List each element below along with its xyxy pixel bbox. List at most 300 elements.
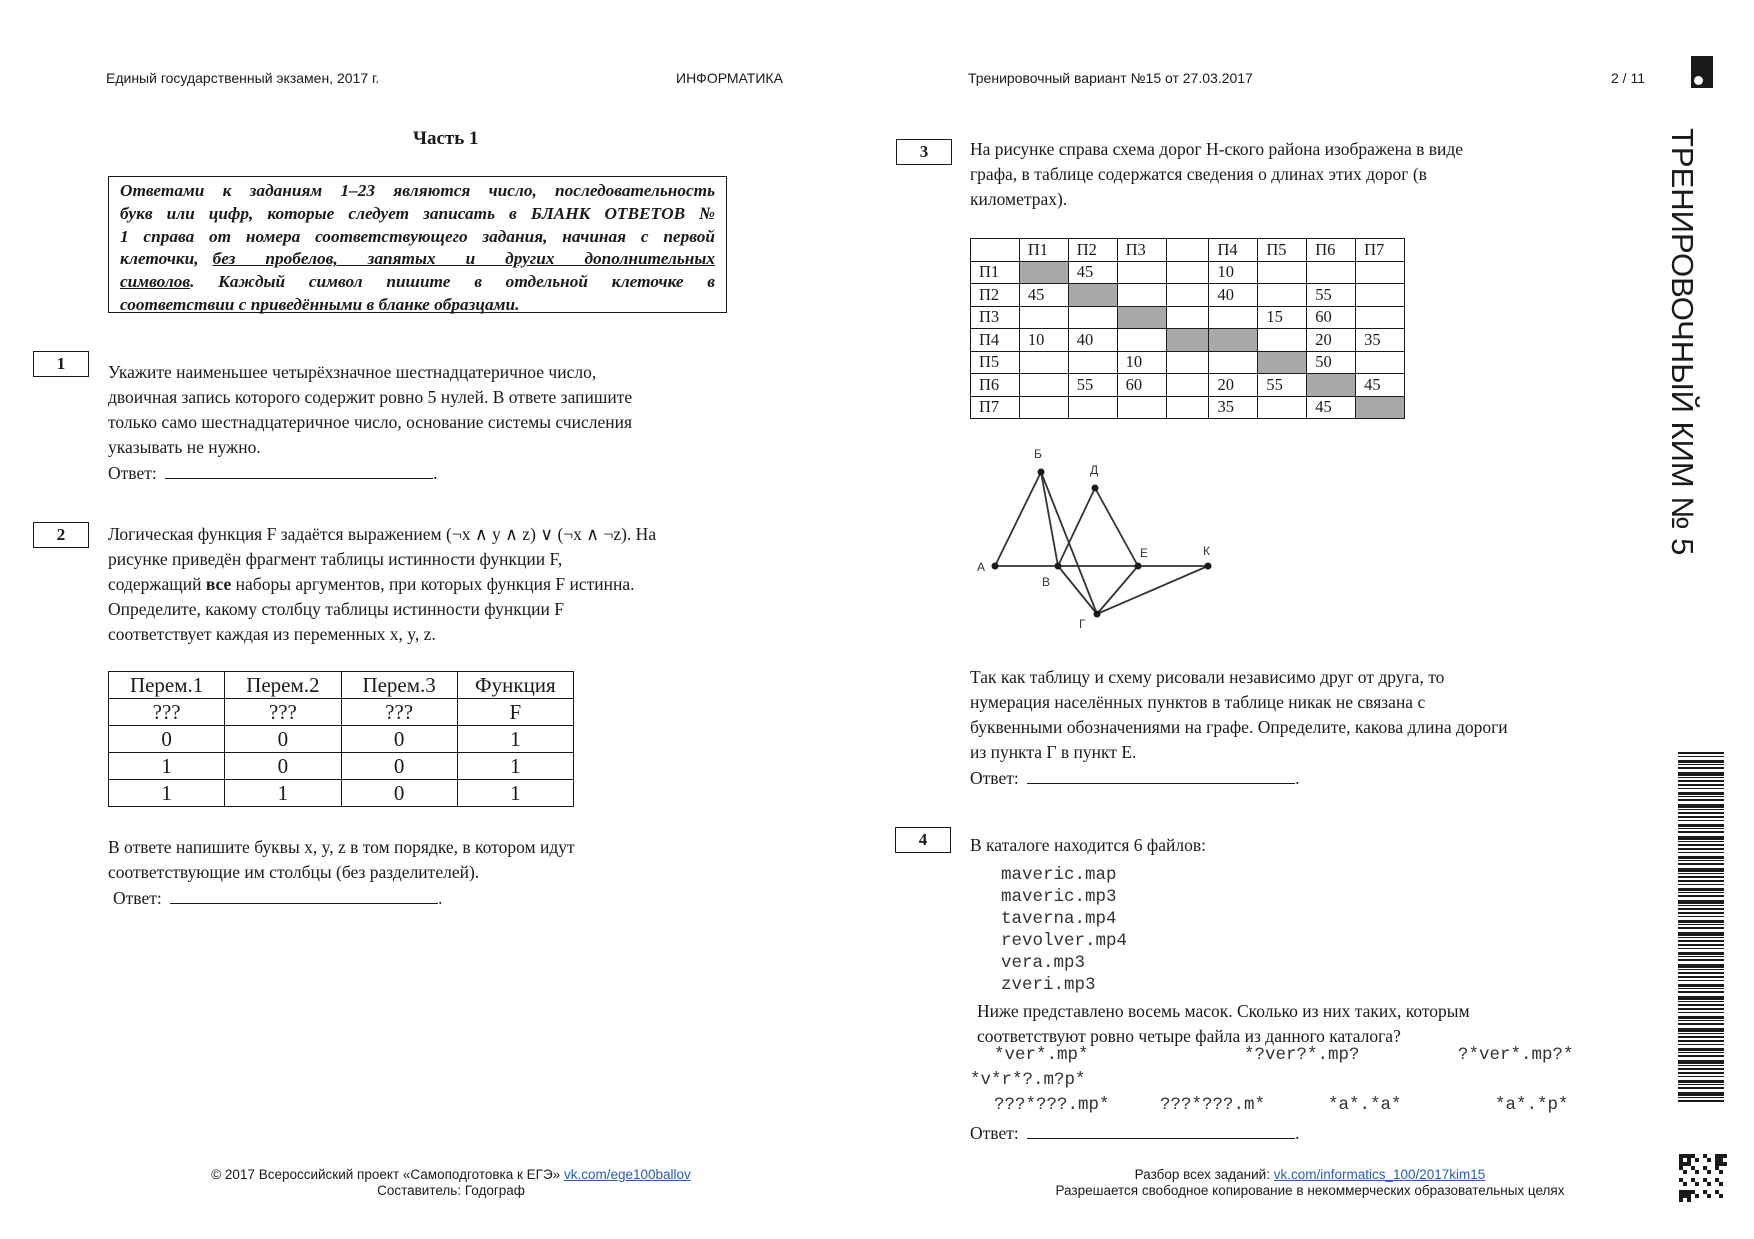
truth-table-row: [109, 672, 574, 699]
barcode-bar: [1678, 1052, 1724, 1053]
distance-table-cell: [1258, 396, 1307, 419]
footer-left: [186, 1167, 716, 1199]
graph-label: А: [977, 560, 986, 574]
instructions-underlined: без пробелов, запятых и других дополнительных: [212, 249, 715, 269]
distance-table-cell: П1: [1019, 239, 1068, 262]
file-item: taverna.mp4: [1001, 909, 1117, 929]
task2-answer-input[interactable]: [170, 885, 438, 904]
barcode-bar: [1678, 940, 1724, 942]
barcode-bar: [1678, 956, 1724, 957]
header-exam: Единый государственный экзамен, 2017 г.: [106, 70, 380, 86]
distance-table-cell: 60: [1307, 306, 1356, 329]
barcode-bar: [1678, 780, 1724, 782]
qr-module: [1723, 1162, 1727, 1166]
barcode: [1678, 752, 1724, 1102]
qr-module: [1707, 1194, 1711, 1198]
instructions-text: . Каждый символ пишите в отдельной клеточке в: [190, 272, 715, 292]
graph-node: [1135, 563, 1142, 570]
barcode-bar: [1678, 888, 1724, 891]
barcode-bar: [1678, 1072, 1724, 1074]
barcode-bar: [1678, 799, 1724, 801]
instructions-line: букв или цифр, которые следует записать в БЛАНК ОТВЕТОВ №: [120, 203, 715, 223]
distance-table-cell: [1068, 306, 1117, 329]
task3-answer-row: Ответ: .: [970, 765, 1610, 791]
graph-label: К: [1203, 544, 1210, 558]
barcode-bar: [1678, 1087, 1724, 1089]
distance-table-cell: [1166, 374, 1209, 397]
truth-table-cell: 1: [457, 726, 573, 753]
distance-table-cell: [1019, 351, 1068, 374]
barcode-bar: [1678, 809, 1724, 810]
barcode-bar: [1678, 792, 1724, 795]
distance-table-cell: [1166, 351, 1209, 374]
task3-line: нумерация населённых пунктов в таблице никак не связана с: [970, 692, 1426, 712]
barcode-bar: [1678, 959, 1724, 961]
qr-module: [1687, 1198, 1691, 1202]
task1-line: Укажите наименьшее четырёхзначное шестнадцатеричное число,: [108, 362, 597, 382]
truth-table: [108, 671, 574, 807]
distance-table-cell: [1209, 351, 1258, 374]
qr-module: [1719, 1170, 1723, 1174]
mask-item: *v*r*?.m?p*: [970, 1070, 1086, 1090]
barcode-bar: [1678, 1004, 1724, 1006]
barcode-bar: [1678, 1001, 1724, 1002]
barcode-bar: [1678, 844, 1724, 846]
truth-table-cell: ???: [225, 699, 341, 726]
distance-table-cell: [1356, 306, 1405, 329]
footer-right-line: Разрешается свободное копирование в некоммерческих образовательных целях: [1055, 1183, 1565, 1198]
distance-table-cell: [1019, 374, 1068, 397]
distance-table-cell: П3: [1117, 239, 1166, 262]
barcode-bar: [1678, 988, 1724, 989]
answer-label: Ответ:: [970, 768, 1019, 788]
barcode-bar: [1678, 984, 1724, 987]
distance-table-cell: 20: [1307, 329, 1356, 352]
distance-table-cell: [1307, 374, 1356, 397]
barcode-bar: [1678, 937, 1724, 938]
barcode-bar: [1678, 836, 1724, 840]
truth-table-cell: 0: [341, 780, 457, 807]
distance-table-cell: 35: [1209, 396, 1258, 419]
barcode-bar: [1678, 1033, 1724, 1034]
barcode-bar: [1678, 895, 1724, 897]
barcode-bar: [1678, 863, 1724, 865]
distance-table-row: [971, 351, 1405, 374]
barcode-bar: [1678, 908, 1724, 910]
mask-item: *?ver?*.mp?: [1244, 1045, 1360, 1065]
task1-line: только само шестнадцатеричное число, основание системы счисления: [108, 412, 633, 432]
footer-link[interactable]: vk.com/informatics_100/2017kim15: [1273, 1167, 1486, 1182]
distance-table-cell: 40: [1209, 284, 1258, 307]
task2-answer-row: Ответ: .: [108, 885, 748, 911]
distance-table-cell: П4: [971, 329, 1020, 352]
distance-table-cell: 45: [1356, 374, 1405, 397]
task4-line: соответствуют ровно четыре файла из данного каталога?: [977, 1026, 1401, 1046]
barcode-bar: [1678, 927, 1724, 929]
road-graph: [970, 440, 1220, 630]
barcode-bar: [1678, 760, 1724, 763]
graph-edge: [1097, 566, 1138, 614]
answer-label: Ответ:: [970, 1123, 1019, 1143]
distance-table-cell: П6: [1307, 239, 1356, 262]
answer-label: Ответ:: [113, 888, 162, 908]
distance-table-cell: 60: [1117, 374, 1166, 397]
task3-line: из пункта Г в пункт Е.: [970, 742, 1137, 762]
barcode-bar: [1678, 969, 1724, 970]
distance-table-row: [971, 239, 1405, 262]
qr-module: [1695, 1158, 1699, 1162]
barcode-bar: [1678, 880, 1724, 882]
qr-module: [1707, 1182, 1711, 1186]
task4-question: [977, 999, 1617, 1049]
header-variant: Тренировочный вариант №15 от 27.03.2017: [968, 70, 1253, 86]
task2-line: В ответе напишите буквы x, y, z в том порядке, в котором идут: [108, 837, 575, 857]
distance-table-cell: [1166, 261, 1209, 284]
distance-table-cell: П7: [971, 396, 1020, 419]
task1-line: двоичная запись которого содержит ровно 5 нулей. В ответе запишите: [108, 387, 633, 407]
truth-table-cell: 0: [109, 726, 225, 753]
barcode-bar: [1678, 767, 1724, 769]
task2-after-text: [108, 835, 748, 911]
distance-table-cell: 15: [1258, 306, 1307, 329]
distance-table-cell: [1117, 329, 1166, 352]
distance-table-cell: П1: [971, 261, 1020, 284]
distance-table-cell: П7: [1356, 239, 1405, 262]
distance-table-row: [971, 284, 1405, 307]
instructions-line: [120, 271, 715, 294]
barcode-bar: [1678, 976, 1724, 978]
graph-edge: [995, 472, 1041, 566]
barcode-bar: [1678, 1060, 1724, 1064]
footer-left-line: [186, 1167, 716, 1183]
barcode-bar: [1678, 1065, 1724, 1066]
distance-table-cell: 20: [1209, 374, 1258, 397]
barcode-bar: [1678, 1048, 1724, 1051]
distance-table-cell: 10: [1019, 329, 1068, 352]
truth-table-row: [109, 780, 574, 807]
barcode-bar: [1678, 788, 1724, 789]
barcode-bar: [1678, 816, 1724, 818]
barcode-bar: [1678, 1076, 1724, 1077]
instructions-box: [108, 176, 727, 313]
truth-table-cell: F: [457, 699, 573, 726]
distance-table-cell: [1117, 306, 1166, 329]
corner-mark: [1691, 56, 1713, 88]
qr-module: [1723, 1154, 1727, 1158]
task3-line: километрах).: [970, 189, 1068, 209]
task3-line: графа, в таблице содержатся сведения о длинах этих дорог (в: [970, 164, 1427, 184]
file-list: [1001, 865, 1127, 997]
barcode-bar: [1678, 932, 1724, 936]
distance-table-cell: [1258, 329, 1307, 352]
footer-right-line: [1020, 1167, 1600, 1183]
barcode-bar: [1678, 873, 1724, 874]
distance-table-cell: 35: [1356, 329, 1405, 352]
distance-table-cell: [1068, 351, 1117, 374]
task2-line: [108, 572, 748, 597]
barcode-bar: [1678, 1097, 1724, 1098]
qr-module: [1707, 1158, 1711, 1162]
barcode-bar: [1678, 756, 1724, 757]
distance-table-cell: [1117, 396, 1166, 419]
barcode-bar: [1678, 912, 1724, 914]
graph-label: В: [1042, 575, 1051, 589]
distance-table-cell: 45: [1307, 396, 1356, 419]
distance-table-cell: [1019, 306, 1068, 329]
qr-code: [1679, 1154, 1727, 1202]
task3-line: На рисунке справа схема дорог Н-ского района изображена в виде: [970, 139, 1464, 159]
barcode-bar: [1678, 884, 1724, 885]
distance-table-row: [971, 306, 1405, 329]
distance-table-cell: 50: [1307, 351, 1356, 374]
distance-table-cell: [1166, 284, 1209, 307]
task3-number: 3: [896, 139, 952, 165]
mask-item: ?*ver*.mp?*: [1458, 1045, 1574, 1065]
file-item: vera.mp3: [1001, 953, 1086, 973]
barcode-bar: [1678, 812, 1724, 814]
task2-line: рисунке приведён фрагмент таблицы истинности функции F,: [108, 549, 563, 569]
task2-text-part: содержащий: [108, 574, 206, 594]
distance-table-cell: [1166, 329, 1209, 352]
task2-bold-word: все: [205, 574, 232, 594]
instructions-text: клеточки,: [120, 249, 199, 269]
task4-number: 4: [895, 827, 951, 853]
qr-module: [1695, 1194, 1699, 1198]
distance-table-cell: [1356, 351, 1405, 374]
graph-node: [1205, 563, 1212, 570]
distance-table-cell: [1258, 351, 1307, 374]
distance-table-cell: [1068, 284, 1117, 307]
qr-module: [1695, 1182, 1699, 1186]
answer-label: Ответ:: [108, 463, 157, 483]
task4-line: Ниже представлено восемь масок. Сколько из них таких, которым: [977, 1001, 1470, 1021]
barcode-bar: [1678, 1023, 1724, 1025]
instructions-line: Ответами к заданиям 1–23 являются число, последовательность: [120, 181, 715, 200]
distance-table-cell: [1356, 261, 1405, 284]
distance-table-cell: 10: [1117, 351, 1166, 374]
distance-table-cell: [1068, 396, 1117, 419]
distance-table-cell: П6: [971, 374, 1020, 397]
qr-module: [1707, 1170, 1711, 1174]
barcode-bar: [1678, 972, 1724, 974]
barcode-bar: [1678, 876, 1724, 878]
distance-table-cell: 55: [1068, 374, 1117, 397]
distance-table-cell: П5: [1258, 239, 1307, 262]
distance-table-cell: П3: [971, 306, 1020, 329]
task4-answer-input[interactable]: [1027, 1120, 1295, 1139]
distance-table-row: [971, 374, 1405, 397]
distance-table-cell: П4: [1209, 239, 1258, 262]
graph-node: [1038, 469, 1045, 476]
task2-number: 2: [33, 522, 89, 548]
qr-module: [1679, 1198, 1683, 1202]
graph-node: [1092, 485, 1099, 492]
qr-module: [1719, 1182, 1723, 1186]
side-title: ТРЕНИРОВОЧНЫЙ КИМ № 5: [1665, 128, 1700, 556]
distance-table-row: [971, 329, 1405, 352]
barcode-bar: [1678, 892, 1724, 893]
barcode-bar: [1678, 860, 1724, 861]
barcode-bar: [1678, 944, 1724, 946]
barcode-bar: [1678, 1036, 1724, 1038]
qr-module: [1695, 1170, 1699, 1174]
distance-table-cell: 10: [1209, 261, 1258, 284]
footer-right: [1020, 1167, 1600, 1199]
file-item: revolver.mp4: [1001, 931, 1128, 951]
truth-table-cell: 0: [341, 726, 457, 753]
barcode-bar: [1678, 1016, 1724, 1019]
header-page: 2 / 11: [1611, 70, 1645, 86]
distance-table-cell: [1117, 261, 1166, 284]
barcode-bar: [1678, 752, 1724, 754]
barcode-bar: [1678, 948, 1724, 949]
graph-label: Б: [1034, 447, 1042, 461]
barcode-bar: [1678, 784, 1724, 786]
task1-answer-row: Ответ: .: [108, 460, 728, 486]
file-item: maveric.map: [1001, 865, 1117, 885]
task3-text: [970, 137, 1610, 212]
mask-item: *a*.*p*: [1495, 1095, 1569, 1115]
graph-node: [1094, 611, 1101, 618]
barcode-bar: [1678, 1044, 1724, 1045]
file-item: maveric.mp3: [1001, 887, 1117, 907]
truth-table-cell: ???: [109, 699, 225, 726]
barcode-bar: [1678, 831, 1724, 833]
barcode-bar: [1678, 824, 1724, 827]
qr-module: [1683, 1182, 1687, 1186]
truth-table-cell: Перем.3: [341, 672, 457, 699]
footer-text: © 2017 Всероссийский проект «Самоподготовка к ЕГЭ»: [211, 1167, 564, 1182]
barcode-bar: [1678, 1028, 1724, 1032]
graph-label: Д: [1090, 463, 1099, 477]
barcode-bar: [1678, 1100, 1724, 1102]
file-item: zveri.mp3: [1001, 975, 1096, 995]
barcode-bar: [1678, 777, 1724, 778]
distance-table-cell: П2: [971, 284, 1020, 307]
truth-table-cell: 0: [225, 726, 341, 753]
distance-table-cell: [1356, 396, 1405, 419]
barcode-bar: [1678, 856, 1724, 859]
distance-table-cell: [971, 239, 1020, 262]
barcode-bar: [1678, 804, 1724, 808]
barcode-bar: [1678, 1055, 1724, 1057]
truth-table-row: [109, 753, 574, 780]
barcode-bar: [1678, 820, 1724, 821]
truth-table-cell: 1: [109, 780, 225, 807]
footer-link[interactable]: vk.com/ege100ballov: [563, 1167, 691, 1182]
instructions-line: 1 справа от номера соответствующего задания, начиная с первой: [120, 226, 715, 246]
task3-answer-input[interactable]: [1027, 765, 1295, 784]
barcode-bar: [1678, 964, 1724, 968]
graph-edge: [1058, 566, 1097, 614]
truth-table-cell: 1: [457, 753, 573, 780]
instructions-line: [120, 248, 715, 271]
barcode-bar: [1678, 991, 1724, 993]
barcode-bar: [1678, 1040, 1724, 1042]
distance-table: [970, 238, 1405, 419]
task2-line: соответствует каждая из переменных x, y, z.: [108, 624, 436, 644]
barcode-bar: [1678, 828, 1724, 829]
barcode-bar: [1678, 772, 1724, 776]
distance-table-row: [971, 396, 1405, 419]
task1-line: указывать не нужно.: [108, 437, 261, 457]
distance-table-cell: [1209, 306, 1258, 329]
graph-node: [1055, 563, 1062, 570]
distance-table-cell: [1209, 329, 1258, 352]
barcode-bar: [1678, 1092, 1724, 1096]
mask-item: ???*???.m*: [1160, 1095, 1266, 1115]
truth-table-cell: Перем.2: [225, 672, 341, 699]
barcode-bar: [1678, 952, 1724, 955]
distance-table-cell: 55: [1258, 374, 1307, 397]
task1-number: 1: [33, 351, 89, 377]
distance-table-cell: 55: [1307, 284, 1356, 307]
distance-table-cell: [1258, 284, 1307, 307]
task3-after-text: [970, 665, 1610, 791]
graph-label: Г: [1079, 617, 1086, 630]
truth-table-cell: ???: [341, 699, 457, 726]
barcode-bar: [1678, 900, 1724, 904]
graph-edge: [1095, 488, 1138, 566]
truth-table-cell: Функция: [457, 672, 573, 699]
qr-module: [1683, 1170, 1687, 1174]
distance-table-cell: [1019, 261, 1068, 284]
task2-line: Определите, какому столбцу таблицы истинности функции F: [108, 599, 564, 619]
barcode-bar: [1678, 920, 1724, 923]
qr-module: [1719, 1194, 1723, 1198]
task1-text: [108, 360, 728, 486]
mask-item: *ver*.mp*: [994, 1045, 1089, 1065]
barcode-bar: [1678, 924, 1724, 925]
distance-table-cell: [1166, 306, 1209, 329]
truth-table-cell: 1: [457, 780, 573, 807]
distance-table-cell: 45: [1068, 261, 1117, 284]
graph-node: [992, 563, 999, 570]
barcode-bar: [1678, 764, 1724, 765]
barcode-bar: [1678, 1012, 1724, 1013]
distance-table-cell: П2: [1068, 239, 1117, 262]
task4-intro: В каталоге находится 6 файлов:: [970, 835, 1206, 855]
barcode-bar: [1678, 916, 1724, 917]
task2-text: [108, 522, 748, 647]
distance-table-cell: П5: [971, 351, 1020, 374]
truth-table-cell: Перем.1: [109, 672, 225, 699]
mask-item: *a*.*a*: [1328, 1095, 1402, 1115]
truth-table-cell: 1: [109, 753, 225, 780]
distance-table-cell: [1258, 261, 1307, 284]
graph-label: Е: [1140, 546, 1149, 560]
barcode-bar: [1678, 980, 1724, 981]
barcode-bar: [1678, 996, 1724, 1000]
truth-table-cell: 0: [225, 753, 341, 780]
truth-table-cell: 1: [225, 780, 341, 807]
distance-table-cell: [1019, 396, 1068, 419]
task3-line: буквенными обозначениями на графе. Определите, какова длина дороги: [970, 717, 1508, 737]
task2-line: соответствующие им столбцы (без разделителей).: [108, 862, 480, 882]
part-title: Часть 1: [413, 128, 479, 149]
task2-line: Логическая функция F задаётся выражением (¬x ∧ y ∧ z) ∨ (¬x ∧ ¬z). На: [108, 524, 657, 544]
barcode-bar: [1678, 1080, 1724, 1083]
graph-edge: [1097, 566, 1208, 614]
task1-answer-input[interactable]: [165, 460, 433, 479]
barcode-bar: [1678, 1008, 1724, 1010]
truth-table-row: [109, 726, 574, 753]
distance-table-cell: [1356, 284, 1405, 307]
distance-table-cell: 45: [1019, 284, 1068, 307]
barcode-bar: [1678, 848, 1724, 850]
mask-item: ???*???.mp*: [994, 1095, 1110, 1115]
distance-table-cell: 40: [1068, 329, 1117, 352]
